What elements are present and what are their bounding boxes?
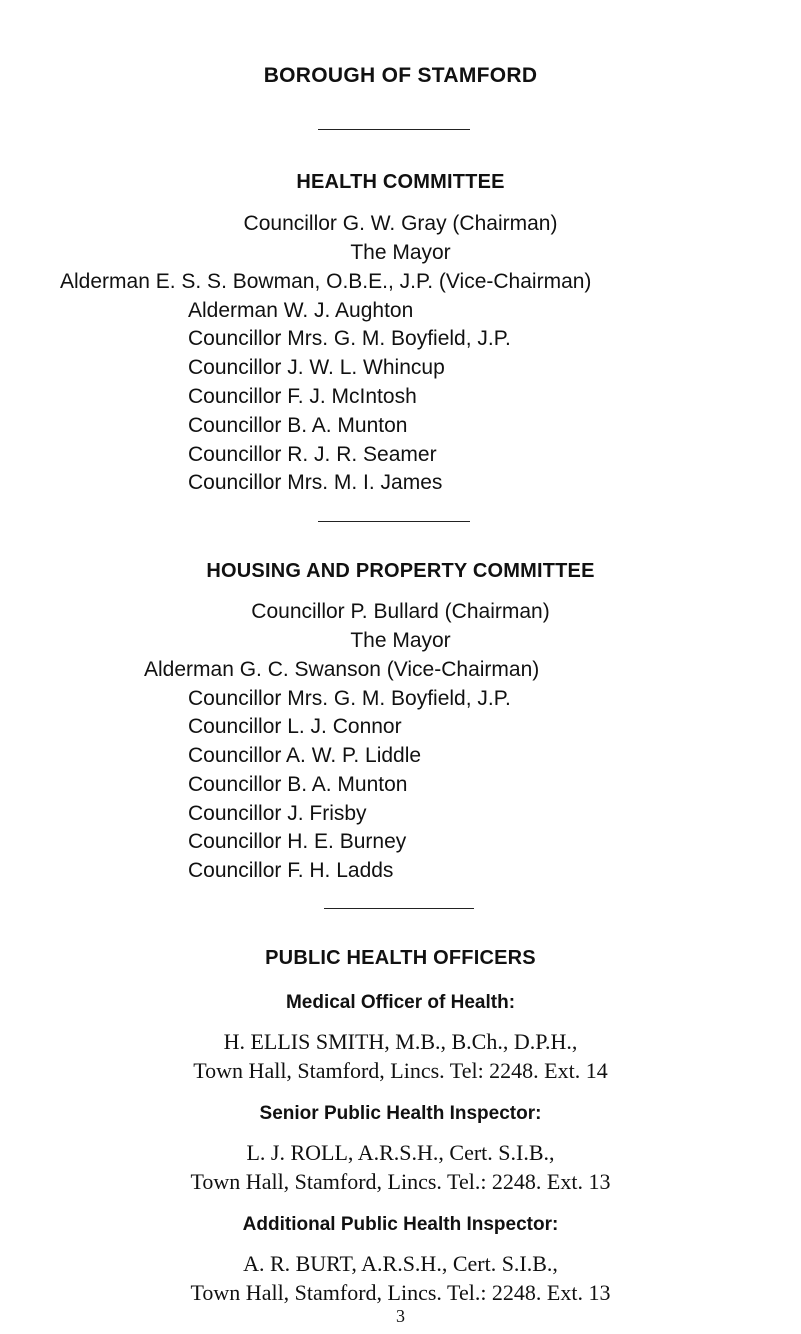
- housing-member: Councillor Mrs. G. M. Boyfield, J.P.: [188, 687, 511, 710]
- housing-member: Councillor H. E. Burney: [188, 830, 407, 853]
- health-member: The Mayor: [350, 241, 451, 264]
- health-member: Councillor Mrs. M. I. James: [188, 471, 443, 494]
- health-member: Councillor B. A. Munton: [188, 414, 408, 437]
- senior-inspector-address: Town Hall, Stamford, Lincs. Tel.: 2248. Ext. 13: [190, 1169, 611, 1194]
- additional-inspector-address: Town Hall, Stamford, Lincs. Tel.: 2248. Ext. 13: [190, 1280, 611, 1305]
- health-member: Councillor R. J. R. Seamer: [188, 443, 437, 466]
- health-member: Alderman W. J. Aughton: [188, 299, 414, 322]
- senior-inspector-role: Senior Public Health Inspector:: [259, 1103, 542, 1124]
- health-member: Councillor F. J. McIntosh: [188, 385, 417, 408]
- housing-member: The Mayor: [350, 629, 451, 652]
- page-number: 3: [396, 1306, 405, 1326]
- additional-inspector-name: A. R. BURT, A.R.S.H., Cert. S.I.B.,: [243, 1251, 558, 1276]
- health-committee-heading: HEALTH COMMITTEE: [296, 171, 505, 193]
- medical-officer-name: H. ELLIS SMITH, M.B., B.Ch., D.P.H.,: [223, 1029, 578, 1054]
- public-health-officers-heading: PUBLIC HEALTH OFFICERS: [265, 947, 536, 969]
- divider: [318, 129, 470, 130]
- health-member: Councillor J. W. L. Whincup: [188, 356, 445, 379]
- housing-member: Councillor B. A. Munton: [188, 773, 408, 796]
- health-member: Councillor G. W. Gray (Chairman): [243, 212, 558, 235]
- housing-committee-heading: HOUSING AND PROPERTY COMMITTEE: [206, 560, 595, 582]
- housing-member: Councillor J. Frisby: [188, 802, 367, 825]
- page-title: BOROUGH OF STAMFORD: [263, 64, 538, 87]
- medical-officer-address: Town Hall, Stamford, Lincs. Tel: 2248. Ext. 14: [193, 1058, 608, 1083]
- senior-inspector-name: L. J. ROLL, A.R.S.H., Cert. S.I.B.,: [246, 1140, 555, 1165]
- health-member: Councillor Mrs. G. M. Boyfield, J.P.: [188, 327, 511, 350]
- housing-member: Alderman G. C. Swanson (Vice-Chairman): [144, 658, 540, 681]
- housing-member: Councillor P. Bullard (Chairman): [251, 600, 550, 623]
- housing-member: Councillor A. W. P. Liddle: [188, 744, 422, 767]
- additional-inspector-role: Additional Public Health Inspector:: [242, 1214, 559, 1235]
- housing-member: Councillor F. H. Ladds: [188, 859, 394, 882]
- housing-member: Councillor L. J. Connor: [188, 715, 402, 738]
- medical-officer-role: Medical Officer of Health:: [285, 992, 516, 1013]
- divider: [318, 521, 470, 522]
- health-member: Alderman E. S. S. Bowman, O.B.E., J.P. (Vice-Chairman): [60, 270, 592, 293]
- divider: [324, 908, 474, 909]
